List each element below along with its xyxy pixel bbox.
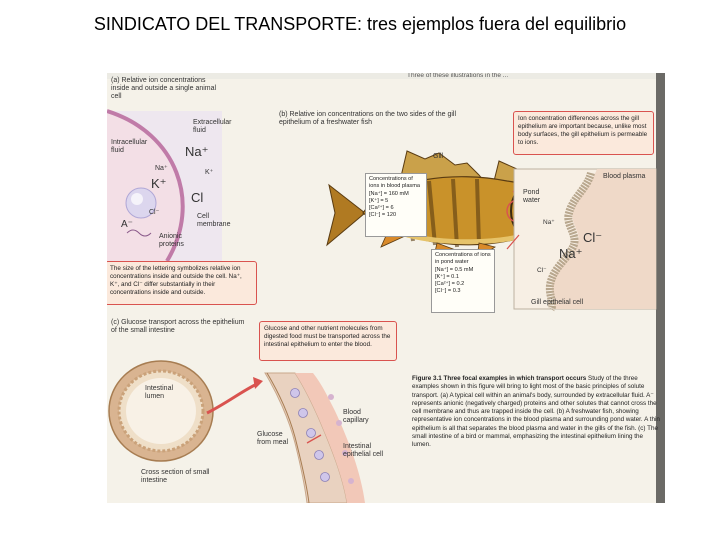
caption-title: Three focal examples in which transport occurs: [443, 375, 587, 382]
top-strip-text: Three of these illustrations in the ...: [407, 73, 509, 79]
panel-b-heading: (b) Relative ion concentrations on the two sides of the gill epithelium of a freshwater fish: [279, 111, 457, 127]
intracellular-fluid-label: Intracellular fluid: [111, 139, 148, 155]
k-inside-label: K⁺: [151, 176, 167, 191]
zoom-arrow-intestine: [207, 383, 259, 413]
blood-plasma-concentrations: [365, 173, 427, 237]
intestinal-epithelial-label: Intestinal epithelial cell: [343, 443, 384, 459]
figure-caption: [412, 375, 662, 450]
a-inside-label: A⁻: [121, 219, 133, 230]
blood-plasma-label: Blood plasma: [603, 173, 646, 180]
anionic-proteins-label: Anionic proteins: [159, 233, 184, 249]
pond-conc-cl: [Cl⁻] = 0.3: [435, 288, 461, 295]
intestine-cross-section: [109, 361, 213, 461]
gill-label: Gill: [433, 153, 444, 160]
panel-a-heading: (a) Relative ion concentrations inside and outside a single animal cell: [111, 77, 217, 101]
blood-conc-cl: [Cl⁻] = 120: [369, 212, 397, 219]
cl-pond-label: Cl⁻: [537, 267, 547, 274]
pond-conc-ca: [Ca²⁺] = 0.2: [435, 281, 465, 288]
blood-conc-ca: [Ca²⁺] = 6: [369, 205, 394, 212]
gill-epithelial-cell-label: Gill epithelial cell: [531, 299, 584, 306]
panel-c-callout: Glucose and other nutrient molecules from digested food must be transported across the intestinal epithelium to enter the blood.: [259, 321, 397, 361]
caption-body: Study of the three examples shown in this figure will bring to light most of the basic principles of solute transport. (a) A typical cell within an animal's body, surrounded by extracellular fluid. A⁻ represents anionic (negatively charged) proteins and other solutes that cannot cross the cell membrane and thus are trapped inside the cell. (b) A freshwater fish, showing representative ion concentrations in the blood plasma and surrounding pond water. A thin epithelium is all that separates the blood plasma and water in the gills of the fish. (c) The small intestine of a bird or mammal, emphasizing the intestinal epithelium lining the lumen.: [412, 375, 660, 449]
panel-c-heading: (c) Glucose transport across the epithelium of the small intestine: [111, 319, 245, 335]
glucose-label: Glucose from meal: [257, 431, 289, 447]
panel-b-callout: Ion concentration differences across the gill epithelium are important because, unlike most body surfaces, the gill epithelium is permeable to ions.: [513, 111, 654, 155]
cl-inside-label: Cl⁻: [149, 209, 160, 216]
slide-title: SINDICATO DEL TRANSPORTE: tres ejemplos fuera del equilibrio: [93, 14, 627, 34]
blood-conc-k: [K⁺] = 5: [369, 197, 389, 204]
extracellular-fluid-label: Extracellular fluid: [193, 119, 232, 135]
na-inside-label: Na⁺: [155, 165, 168, 172]
pond-water-concentrations: [431, 249, 495, 313]
textbook-figure: [107, 73, 665, 503]
cl-outside-label: Cl: [191, 190, 204, 205]
cell-membrane-label: Cell membrane: [197, 213, 231, 229]
na-outside-label: Na⁺: [185, 144, 209, 159]
k-outside-label: K⁺: [205, 169, 214, 176]
blood-conc-title: Concentrations of ions in blood plasma: [369, 176, 420, 190]
pond-conc-k: [K⁺] = 0.1: [435, 273, 459, 280]
pond-conc-title: Concentrations of ions in pond water: [435, 252, 491, 266]
blood-conc-na: [Na⁺] = 160 mM: [369, 190, 409, 197]
cross-section-label: Cross section of small intestine: [141, 469, 210, 485]
panel-a-callout: The size of the lettering symbolizes relative ion concentrations inside and outside the cell. Na⁺, K⁺, and Cl⁻ differ substantially in their concentrations inside and outside.: [107, 261, 257, 305]
na-blood-label: Na⁺: [559, 246, 583, 261]
na-pond-label: Na⁺: [543, 219, 555, 226]
cl-blood-label: Cl⁻: [583, 230, 603, 245]
pond-conc-na: [Na⁺] = 0.5 mM: [435, 266, 474, 273]
blood-capillary-label: Blood capillary: [343, 409, 369, 425]
caption-label: Figure 3.1: [412, 375, 442, 382]
intestinal-lumen-label: Intestinal lumen: [145, 385, 174, 401]
pond-water-label: Pond water: [523, 189, 541, 205]
